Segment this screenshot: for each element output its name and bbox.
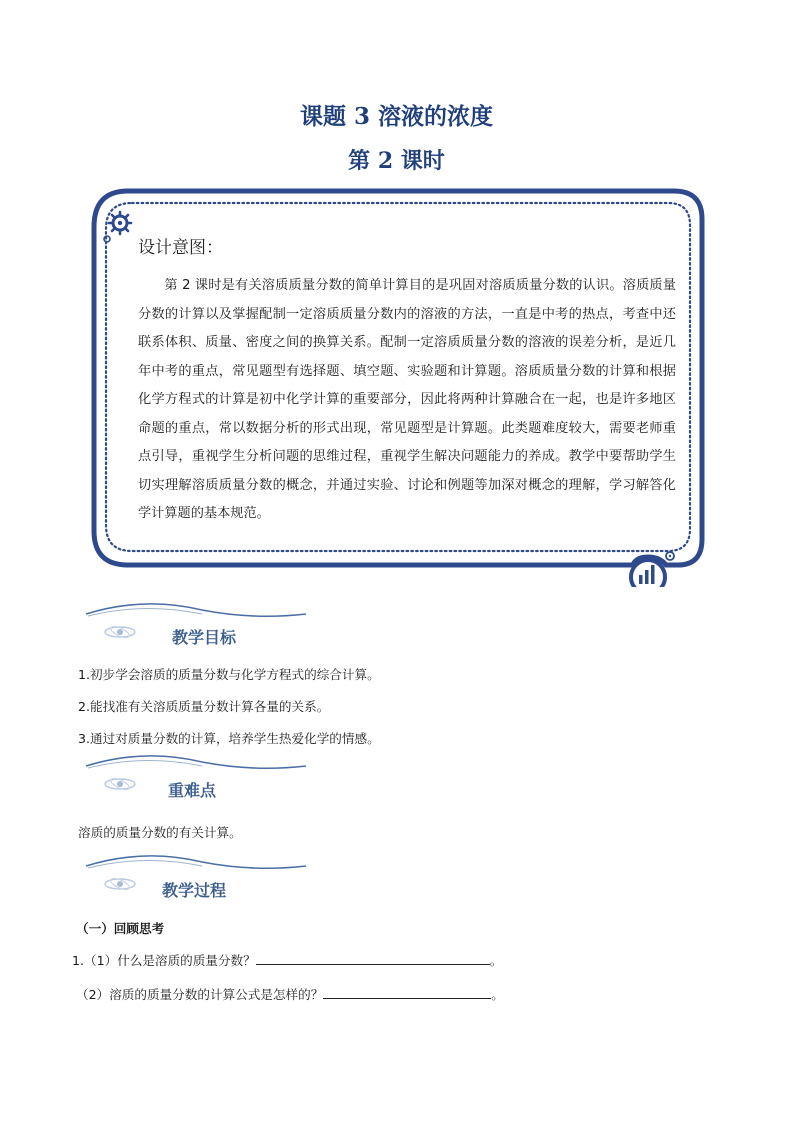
atom-icon bbox=[105, 776, 135, 792]
design-body: 第 2 课时是有关溶质质量分数的简单计算目的是巩固对溶质质量分数的认识。溶质质量分数的计算以及掌握配制一定溶质质量分数内的溶液的方法，一直是中考的热点，考查中还联系体积、质量、密度之间的换算关系。配制一定溶质质量分数的溶液的误差分析，是近几年中考的重点，常见题型有选择题、填空题、实验题和计算题。溶质质量分数的计算和根据化学方程式的计算是初中化学计算的重要部分，因此将两种计算融合在一起，也是许多地区命题的重点，常以数据分析的形式出现，常见题型是计算题。此类题难度较大，需要老师重点引导，重视学生分析问题的思维过程，重视学生解决问题能力的养成。教学中要帮助学生切实理解溶质质量分数的概念，并通过实验、讨论和例题等加深对概念的理解，学习解答化学计算题的基本规范。 bbox=[138, 278, 676, 521]
section-label-key-points: 重难点 bbox=[168, 781, 217, 800]
section-banner-process bbox=[84, 852, 314, 902]
page-subtitle: 第 2 课时 bbox=[348, 148, 445, 174]
end-mark: 。 bbox=[491, 987, 504, 1002]
design-heading: 设计意图： bbox=[138, 238, 223, 258]
question-2-text: （2）溶质的质量分数的计算公式是怎样的？ bbox=[76, 987, 324, 1002]
atom-icon bbox=[105, 624, 135, 640]
answer-blank[interactable] bbox=[323, 986, 491, 999]
design-intent-box bbox=[88, 187, 708, 587]
end-mark: 。 bbox=[489, 953, 503, 968]
section-label-objectives: 教学目标 bbox=[172, 628, 237, 647]
question-1 bbox=[72, 950, 502, 969]
key-points-text: 溶质的质量分数的有关计算。 bbox=[78, 825, 242, 840]
objective-item: 1.初步学会溶质的质量分数与化学方程式的综合计算。 bbox=[78, 667, 380, 682]
section-banner-key-points bbox=[84, 752, 314, 802]
atom-icon bbox=[105, 876, 135, 892]
part-heading: （一）回顾思考 bbox=[76, 921, 165, 936]
question-2 bbox=[76, 984, 504, 1003]
answer-blank[interactable] bbox=[256, 952, 490, 965]
objective-item: 3.通过对质量分数的计算，培养学生热爱化学的情感。 bbox=[78, 731, 380, 746]
section-label-process: 教学过程 bbox=[162, 881, 227, 900]
page-title: 课题 3 溶液的浓度 bbox=[299, 103, 494, 130]
question-1-text: 1.（1）什么是溶质的质量分数？ bbox=[72, 953, 256, 968]
section-banner-objectives bbox=[84, 600, 314, 650]
objective-item: 2.能找准有关溶质质量分数计算各量的关系。 bbox=[78, 699, 330, 714]
